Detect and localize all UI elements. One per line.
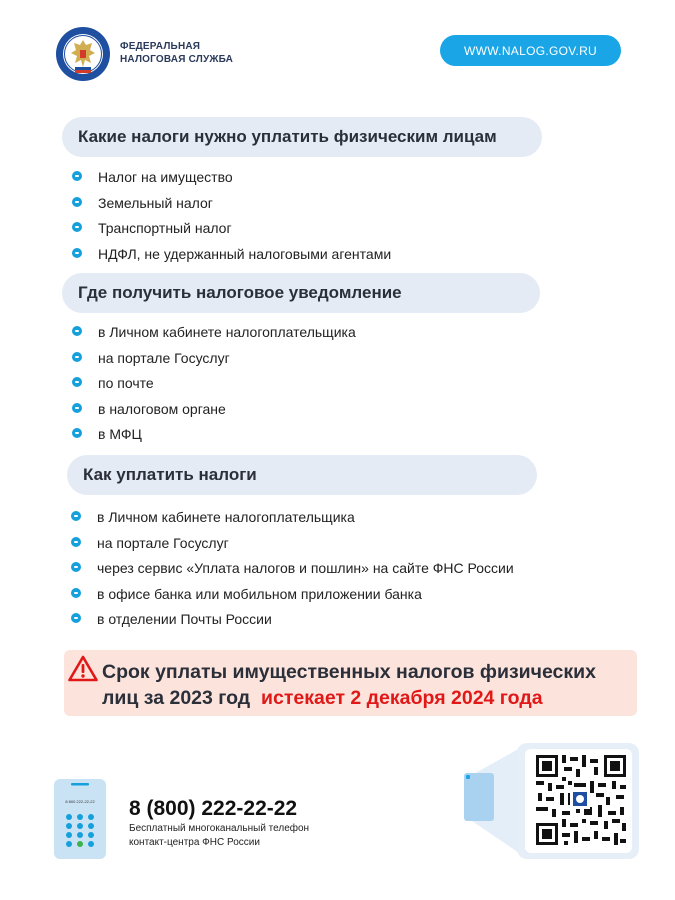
bullet-icon	[71, 588, 81, 598]
bullet-icon	[72, 352, 82, 362]
section-title-payment: Как уплатить налоги	[67, 455, 537, 495]
hotline-description-line2: контакт-центра ФНС России	[129, 837, 260, 848]
list-item: в Личном кабинете налогоплательщика	[72, 323, 356, 349]
bullet-icon	[72, 248, 82, 258]
list-item: НДФЛ, не удержанный налоговыми агентами	[72, 245, 391, 271]
bullet-icon	[71, 562, 81, 572]
list-item: Транспортный налог	[72, 219, 391, 245]
list-item: в Личном кабинете налогоплательщика	[71, 508, 514, 534]
website-button[interactable]: WWW.NALOG.GOV.RU	[440, 35, 621, 66]
bullet-icon	[72, 197, 82, 207]
bullet-icon	[72, 428, 82, 438]
smartphone-icon	[54, 779, 106, 859]
qr-code-icon	[534, 753, 628, 847]
list-item: по почте	[72, 374, 356, 400]
warning-triangle-icon	[68, 655, 98, 682]
org-name	[120, 40, 233, 66]
hotline-phone-number[interactable]: 8 (800) 222-22-22	[129, 797, 298, 820]
warning-line2: лиц за 2023 год истекает 2 декабря 2024 года	[102, 687, 543, 709]
bullet-icon	[72, 377, 82, 387]
qr-code-panel	[462, 743, 639, 859]
bullet-icon	[71, 537, 81, 547]
hotline-description-line1: Бесплатный многоканальный телефон	[129, 823, 310, 834]
list-item: на портале Госуслуг	[72, 349, 356, 375]
bullet-icon	[72, 403, 82, 413]
bullet-icon	[72, 222, 82, 232]
list-item: на портале Госуслуг	[71, 534, 514, 560]
section-title-taxes: Какие налоги нужно уплатить физическим лицам	[62, 117, 542, 157]
list-item: в отделении Почты России	[71, 610, 514, 636]
org-name-line2: НАЛОГОВАЯ СЛУЖБА	[120, 54, 234, 65]
bullet-icon	[71, 511, 81, 521]
list-item: через сервис «Уплата налогов и пошлин» на сайте ФНС России	[71, 559, 514, 585]
org-name-line1: ФЕДЕРАЛЬНАЯ	[120, 41, 201, 52]
bullet-icon	[71, 613, 81, 623]
section-title-notification: Где получить налоговое уведомление	[62, 273, 540, 313]
hotline-description	[129, 822, 309, 850]
notification-list	[72, 323, 356, 451]
list-item: в офисе банка или мобильном приложении банка	[71, 585, 514, 611]
list-item: Земельный налог	[72, 194, 391, 220]
taxes-list	[72, 168, 391, 270]
list-item: в налоговом органе	[72, 400, 356, 426]
bullet-icon	[72, 326, 82, 336]
phone-screen-text: 8 800 222-22-22	[65, 799, 95, 804]
deadline-date: истекает 2 декабря 2024 года	[261, 687, 543, 709]
fns-emblem-icon	[55, 26, 111, 82]
list-item: в МФЦ	[72, 425, 356, 451]
bullet-icon	[72, 171, 82, 181]
list-item: Налог на имущество	[72, 168, 391, 194]
payment-list	[71, 508, 514, 636]
warning-line1: Срок уплаты имущественных налогов физических	[102, 661, 596, 683]
deadline-warning-text	[102, 659, 596, 711]
